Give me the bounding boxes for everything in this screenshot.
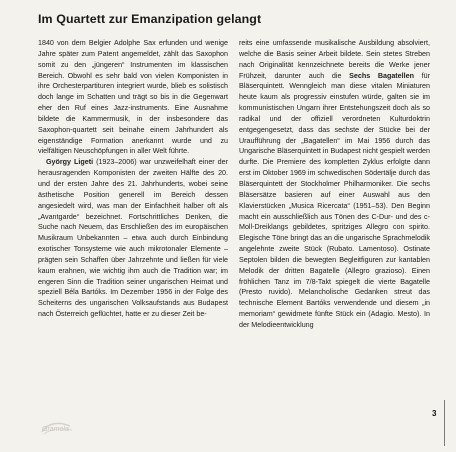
work-title: Sechs Bagatellen <box>349 71 414 80</box>
label-logo <box>40 420 74 436</box>
section-heading: Im Quartett zur Emanzipation gelangt <box>38 12 262 26</box>
page-number-rule <box>444 400 445 446</box>
composer-name: György Ligeti <box>46 158 94 167</box>
text-column-right <box>239 38 430 331</box>
paragraph-bagatellen <box>239 38 430 331</box>
paragraph-saxophone-intro: 1840 von dem Belgier Adolphe Sax erfunden und wenige Jahre später zum Patent angemeldet, zählt das Saxophon somit zu den „jüngeren“ Instrumenten im klassischen Bereich. Obwohl es sehr bald von vielen Komponisten in ihre Orchesterpartituren integriert wurde, blieb es solistisch doch lange im Schatten und trägt so bis in die Gegenwart eher den Ruf eines Jazz-instruments. Eine Ausnahme bildete die Kammermusik, in der insbesondere das Saxophon-quartett seit beinahe einem Jahrhundert als eigenständige Formation anerkannt wurde und zu vielfältigen Neuschöpfungen in aller Welt führte. <box>38 39 228 156</box>
logo-text: Gramola <box>42 426 69 433</box>
page-number: 3 <box>432 409 437 418</box>
paragraph-bagatellen-start: reits eine umfassende musikalische Ausbildung absolviert, welche die Basis seiner Arbeit bildete. Sein stetes Streben nach Originalität kennzeichnete bereits die Werke jener Frühzeit, darunter auch die <box>239 39 430 80</box>
text-column-left <box>38 38 228 320</box>
paragraph-bagatellen-rest: für Bläserquintett. Wenngleich man diese vitalen Miniaturen heute kaum als progressiv einstufen würde, galten sie im kommunistischen Ungarn ihrer Entstehungszeit doch als so radikal und der offiziell verordneten Kulturdoktrin entgegengesetzt, dass das sechste der Stücke bei der Uraufführung der „Bagatellen“ im Mai 1956 durch das Ungarische Bläserquintett in Budapest nicht gespielt werden durfte. Die Premiere des kompletten Zyklus erfolgte dann erst im Oktober 1969 im schwedischen Södertälje durch das Bläserquintett der Stockholmer Philharmoniker. Die sechs Bläsersätze basieren auf einer Auswahl aus den Klavierstücken „Musica Ricercata“ (1951–53). Den Beginn macht ein ausschließlich aus Tönen des C-Dur- und des c-Moll-Dreiklangs gebildetes, spritziges Allegro con spirito. Elegische Töne bringt das an die ungarische Sprachmelodik angelehnte zweite Stück (Rubato. Lamentoso). Ostinate Septolen bilden die bewegten Begleitfiguren zur kantablen Melodik der dritten Bagatelle (Allegro grazioso). Einen fröhlichen Tanz im 7/8-Takt spiegelt die vierte Bagatelle (Presto ruvido). Melancholische Gedanken streut das technische Element Bartóks verwendende und diesem „in memoriam“ gewidmete fünfte Stück ein (Adagio. Mesto). In der Melodieentwicklung <box>239 71 430 329</box>
paragraph-ligeti <box>38 157 228 320</box>
paragraph-ligeti-text: (1923–2006) war unzweifelhaft einer der herausragenden Komponisten der zweiten Hälfte des 20. und der ersten Jahre des 21. Jahrhunderts, wobei seine ästhetische Position generell im Bereich dessen angesiedelt wird, was man der Einfachheit halber oft als „Avantgarde“ bezeichnet. Fortschrittliches Denken, die Suche nach Neuem, das Erschließen des im europäischen Musikraum Unbekannten – etwa auch durch Einbindung exotischer Tonsysteme wie auch mikrotonaler Elemente – prägten sein Schaffen über Jahrzehnte und ließen für viele kaum erahnen, wie wichtig ihm auch die Tradition war; im engeren Sinn die Tradition seiner ungarischen Heimat und speziell Béla Bartóks. Im Dezember 1956 in der Folge des Scheiterns des ungarischen Volksaufstands aus Budapest nach Österreich geflüchtet, hatte er zu dieser Zeit be- <box>38 158 228 319</box>
